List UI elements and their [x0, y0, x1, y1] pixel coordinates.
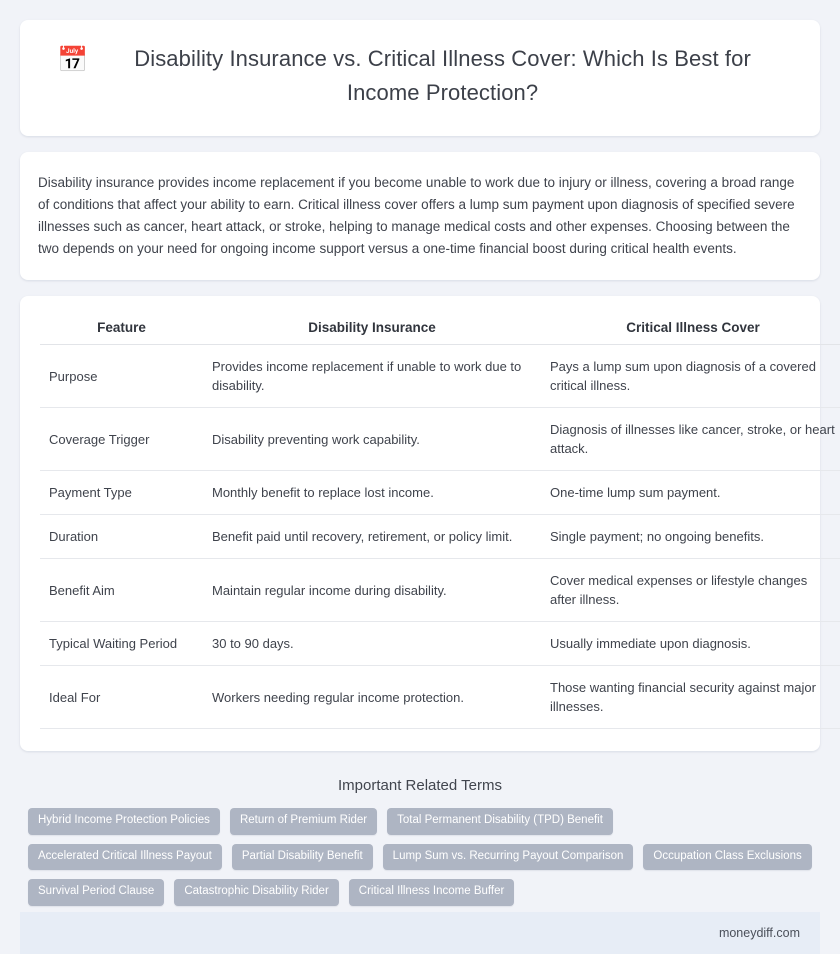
- related-term-tag[interactable]: Total Permanent Disability (TPD) Benefit: [387, 808, 613, 835]
- row-value-disability-insurance: Workers needing regular income protection.: [203, 666, 541, 729]
- table-head: [40, 312, 840, 345]
- row-value-disability-insurance: Provides income replacement if unable to work due to disability.: [203, 345, 541, 408]
- row-value-critical-illness-cover: Single payment; no ongoing benefits.: [541, 515, 840, 559]
- related-term-tag[interactable]: Critical Illness Income Buffer: [349, 879, 515, 906]
- description-card: [20, 152, 820, 280]
- calendar-icon: 📅: [57, 46, 89, 74]
- related-term-tag[interactable]: Accelerated Critical Illness Payout: [28, 844, 222, 871]
- row-value-disability-insurance: Monthly benefit to replace lost income.: [203, 471, 541, 515]
- description-text: Disability insurance provides income replacement if you become unable to work due to injury or illness, covering a broad range of conditions that affect your ability to earn. Critical illness cover offers a lump sum payment upon diagnosis of specified severe illnesses such as cancer, heart attack, or stroke, helping to manage medical costs and other expenses. Choosing between the two depends on your need for ongoing income support versus a one-time financial boost during critical health events.: [38, 175, 795, 256]
- related-terms-heading: Important Related Terms: [338, 777, 502, 794]
- row-feature-label: Coverage Trigger: [40, 408, 203, 471]
- row-value-critical-illness-cover: Cover medical expenses or lifestyle changes after illness.: [541, 559, 840, 622]
- row-value-critical-illness-cover: Usually immediate upon diagnosis.: [541, 622, 840, 666]
- title-row: [56, 42, 784, 110]
- row-value-disability-insurance: Maintain regular income during disability.: [203, 559, 541, 622]
- row-value-disability-insurance: Benefit paid until recovery, retirement, or policy limit.: [203, 515, 541, 559]
- row-value-critical-illness-cover: Those wanting financial security against major illnesses.: [541, 666, 840, 729]
- related-term-tag[interactable]: Return of Premium Rider: [230, 808, 377, 835]
- related-terms-section: [20, 765, 820, 912]
- related-terms-tag-cloud: [28, 808, 812, 906]
- related-term-tag[interactable]: Occupation Class Exclusions: [643, 844, 811, 871]
- row-value-critical-illness-cover: One-time lump sum payment.: [541, 471, 840, 515]
- row-value-disability-insurance: Disability preventing work capability.: [203, 408, 541, 471]
- related-term-tag[interactable]: Lump Sum vs. Recurring Payout Comparison: [383, 844, 634, 871]
- row-value-disability-insurance: 30 to 90 days.: [203, 622, 541, 666]
- column-header-disability-insurance: Disability Insurance: [203, 312, 541, 345]
- row-value-critical-illness-cover: Diagnosis of illnesses like cancer, stroke, or heart attack.: [541, 408, 840, 471]
- related-term-tag[interactable]: Survival Period Clause: [28, 879, 164, 906]
- comparison-table: [40, 312, 840, 729]
- table-body: [40, 345, 840, 729]
- comparison-table-card: [20, 296, 835, 751]
- row-feature-label: Payment Type: [40, 471, 203, 515]
- related-term-tag[interactable]: Catastrophic Disability Rider: [174, 879, 338, 906]
- related-term-tag[interactable]: Partial Disability Benefit: [232, 844, 373, 871]
- row-feature-label: Benefit Aim: [40, 559, 203, 622]
- table-row: [40, 408, 840, 471]
- table-header-row: [40, 312, 840, 345]
- table-row: [40, 559, 840, 622]
- table-row: [40, 666, 840, 729]
- row-feature-label: Ideal For: [40, 666, 203, 729]
- row-feature-label: Duration: [40, 515, 203, 559]
- related-term-tag[interactable]: Hybrid Income Protection Policies: [28, 808, 220, 835]
- footer-site-name: moneydiff.com: [718, 925, 800, 940]
- row-feature-label: Purpose: [40, 345, 203, 408]
- column-header-critical-illness-cover: Critical Illness Cover: [541, 312, 840, 345]
- row-feature-label: Typical Waiting Period: [40, 622, 203, 666]
- table-row: [40, 622, 840, 666]
- footer-bar: [20, 912, 820, 954]
- title-card: [20, 20, 820, 136]
- table-row: [40, 471, 840, 515]
- row-value-critical-illness-cover: Pays a lump sum upon diagnosis of a covered critical illness.: [541, 345, 840, 408]
- table-row: [40, 515, 840, 559]
- column-header-feature: Feature: [40, 312, 203, 345]
- table-row: [40, 345, 840, 408]
- page-title: Disability Insurance vs. Critical Illness Cover: Which Is Best for Income Protection?: [134, 46, 751, 105]
